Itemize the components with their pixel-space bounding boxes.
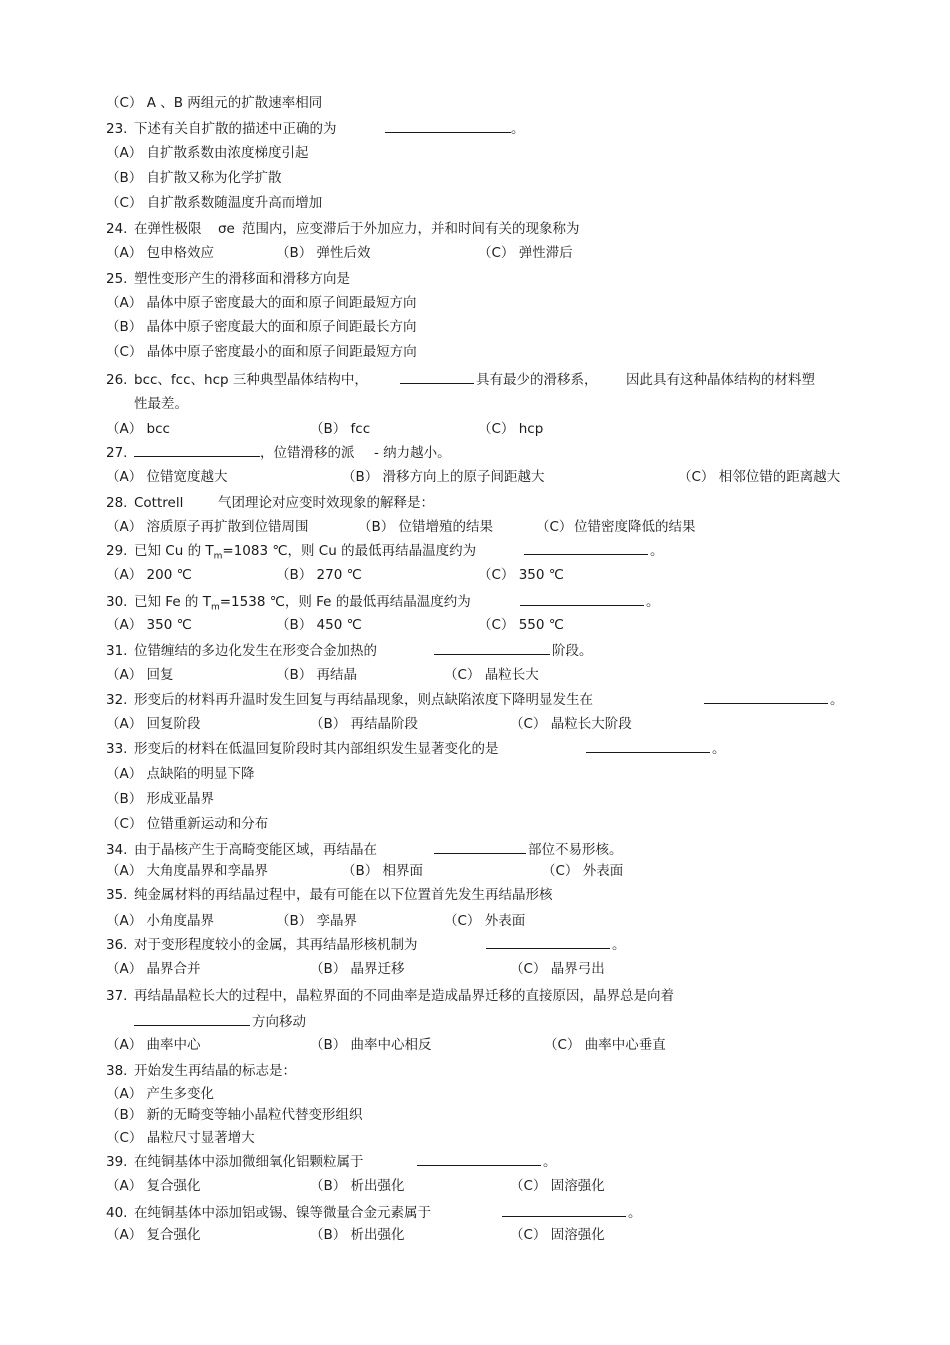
question-line: [0, 442, 950, 464]
question-line: [0, 640, 950, 662]
question-number: 37.: [106, 988, 128, 1004]
subscript-m: m: [213, 551, 223, 562]
question-text: 位错缠结的多边化发生在形变合金加热的: [134, 643, 377, 659]
question-line-cont: [0, 393, 950, 415]
answer-blank[interactable]: [502, 1202, 626, 1224]
option-row: [0, 958, 950, 980]
question-text: 方向移动: [252, 1014, 306, 1030]
question-text: 阶段。: [552, 643, 593, 659]
option-c: （C） 550 ℃: [478, 617, 564, 633]
question-number: 23.: [106, 121, 128, 137]
option-text: （C） 自扩散系数随温度升高而增加: [106, 195, 323, 211]
option-c: （C） 晶界弓出: [510, 961, 605, 977]
question-text: 气团理论对应变时效现象的解释是：: [218, 495, 434, 511]
question-text-end: 。: [650, 543, 664, 559]
question-number: 32.: [106, 692, 128, 708]
option-c: （C） 固溶强化: [510, 1227, 605, 1243]
question-number: 36.: [106, 937, 128, 953]
question-number: 40.: [106, 1205, 128, 1221]
answer-blank[interactable]: [434, 839, 526, 861]
question-line: [0, 839, 950, 861]
option-line: [0, 1127, 950, 1149]
option-a: （A） bcc: [106, 421, 170, 437]
answer-blank[interactable]: [704, 689, 828, 711]
option-a: （A） 200 ℃: [106, 567, 192, 583]
option-c: （C） 相邻位错的距离越大: [678, 469, 841, 485]
option-text: （B） 自扩散又称为化学扩散: [106, 170, 282, 186]
answer-blank[interactable]: [400, 369, 474, 391]
answer-blank[interactable]: [586, 738, 710, 760]
option-a: （A） 包申格效应: [106, 245, 215, 261]
question-number: 38.: [106, 1063, 128, 1079]
question-text: - 纳力越小。: [374, 445, 451, 461]
question-text: 具有最少的滑移系，: [476, 372, 598, 388]
question-text: 纯金属材料的再结晶过程中，最有可能在以下位置首先发生再结晶形核: [134, 887, 553, 903]
option-row: [0, 614, 950, 636]
option-a: （A） 位错宽度越大: [106, 469, 228, 485]
option-c: （C） 晶粒长大: [444, 667, 539, 683]
question-line: [0, 884, 950, 906]
question-number: 33.: [106, 741, 128, 757]
option-c: （C） 外表面: [444, 913, 526, 929]
question-text: 形变后的材料再升温时发生回复与再结晶现象，则点缺陷浓度下降明显发生在: [134, 692, 593, 708]
option-text: （C） 晶体中原子密度最小的面和原子间距最短方向: [106, 344, 417, 360]
subscript-m: m: [210, 602, 220, 613]
question-line: [0, 591, 950, 613]
question-text: Cottrell: [134, 495, 184, 511]
option-b: （B） fcc: [310, 421, 371, 437]
question-text-end: 。: [646, 594, 660, 610]
option-b: （B） 再结晶阶段: [310, 716, 419, 732]
option-line: [0, 1083, 950, 1105]
option-b: （B） 270 ℃: [276, 567, 362, 583]
question-line-cont: [0, 1011, 950, 1033]
option-text: （A） 点缺陷的明显下降: [106, 766, 255, 782]
option-b: （B） 450 ℃: [276, 617, 362, 633]
question-line: [0, 218, 950, 240]
option-b: （B） 晶界迁移: [310, 961, 405, 977]
question-number: 28.: [106, 495, 128, 511]
question-number: 35.: [106, 887, 128, 903]
option-b: （B） 位错增殖的结果: [358, 519, 494, 535]
question-number: 24.: [106, 221, 128, 237]
option-c: （C） 曲率中心垂直: [544, 1037, 666, 1053]
question-number: 39.: [106, 1154, 128, 1170]
option-a: （A） 复合强化: [106, 1227, 201, 1243]
question-line: [0, 118, 950, 140]
option-row: [0, 242, 950, 264]
option-row: [0, 910, 950, 932]
option-line: [0, 341, 950, 363]
option-c: 位错密度降低的结果: [574, 519, 696, 535]
question-line: [0, 540, 950, 562]
question-number: 26.: [106, 372, 128, 388]
option-a: （A） 350 ℃: [106, 617, 192, 633]
question-text: 下述有关自扩散的描述中正确的为: [134, 121, 337, 137]
question-line: [0, 369, 950, 391]
option-c-label: （C）: [536, 519, 573, 535]
question-text: 塑性变形产生的滑移面和滑移方向是: [134, 271, 350, 287]
question-text: 因此具有这种晶体结构的材料塑: [626, 372, 815, 388]
question-text: 性最差。: [134, 396, 188, 412]
option-a: （A） 曲率中心: [106, 1037, 201, 1053]
question-line: [0, 738, 950, 760]
question-text-end: 。: [712, 741, 726, 757]
option-row: [0, 564, 950, 586]
question-number: 34.: [106, 842, 128, 858]
question-line: [0, 1202, 950, 1224]
option-row: [0, 1034, 950, 1056]
question-line: [0, 492, 950, 514]
option-a: （A） 复合强化: [106, 1178, 201, 1194]
option-a: （A） 回复阶段: [106, 716, 201, 732]
option-row: [0, 1224, 950, 1246]
option-a: （A） 回复: [106, 667, 174, 683]
option-b: （B） 弹性后效: [276, 245, 371, 261]
option-b: （B） 相界面: [342, 863, 424, 879]
option-text: （B） 形成亚晶界: [106, 791, 215, 807]
option-line: [0, 1104, 950, 1126]
option-line: [0, 167, 950, 189]
question-line: [0, 1060, 950, 1082]
question-line: [0, 985, 950, 1007]
answer-blank[interactable]: [134, 442, 260, 464]
answer-blank[interactable]: [434, 640, 550, 662]
option-text: （B） 晶体中原子密度最大的面和原子间距最长方向: [106, 319, 417, 335]
question-text: bcc、fcc、hcp 三种典型晶体结构中，: [134, 372, 368, 388]
question-text: 开始发生再结晶的标志是：: [134, 1063, 296, 1079]
option-row: [0, 664, 950, 686]
option-row: [0, 418, 950, 440]
option-text: （A） 晶体中原子密度最大的面和原子间距最短方向: [106, 295, 417, 311]
question-text-end: 。: [511, 121, 525, 137]
question-text: 对于变形程度较小的金属，其再结晶形核机制为: [134, 937, 418, 953]
answer-blank[interactable]: [134, 1011, 250, 1033]
option-b: （B） 再结晶: [276, 667, 358, 683]
option-a: （A） 大角度晶界和孪晶界: [106, 863, 269, 879]
question-line: [0, 689, 950, 711]
question-text: 部位不易形核。: [528, 842, 623, 858]
option-line: [0, 813, 950, 835]
question-text-end: 。: [543, 1154, 557, 1170]
option-text: （A） 自扩散系数由浓度梯度引起: [106, 145, 309, 161]
question-number: 29.: [106, 543, 128, 559]
option-c: （C） 外表面: [542, 863, 624, 879]
question-text: =1083 ℃，则 Cu 的最低再结晶温度约为: [222, 543, 477, 559]
question-number: 30.: [106, 594, 128, 610]
option-b: （B） 滑移方向上的原子间距越大: [342, 469, 545, 485]
question-text-end: 。: [612, 937, 626, 953]
question-number: 25.: [106, 271, 128, 287]
question-line: [0, 934, 950, 956]
option-line: [0, 763, 950, 785]
question-text: ，位错滑移的派: [260, 445, 355, 461]
option-a: （A） 晶界合并: [106, 961, 201, 977]
option-text: （C） 位错重新运动和分布: [106, 816, 269, 832]
question-number: 31.: [106, 643, 128, 659]
option-line: [0, 316, 950, 338]
answer-blank[interactable]: [524, 540, 648, 562]
question-text: 在纯铜基体中添加微细氧化铝颗粒属于: [134, 1154, 364, 1170]
option-b: （B） 曲率中心相反: [310, 1037, 432, 1053]
option-b: （B） 析出强化: [310, 1227, 405, 1243]
option-text: （C） A 、B 两组元的扩散速率相同: [106, 95, 323, 111]
question-text-end: 。: [628, 1205, 642, 1221]
question-number: 27.: [106, 445, 128, 461]
option-line: [0, 192, 950, 214]
option-text: （C） 晶粒尺寸显著增大: [106, 1130, 255, 1146]
question-text: 在弹性极限: [134, 221, 202, 237]
question-text: 在纯铜基体中添加铝或锡、镍等微量合金元素属于: [134, 1205, 431, 1221]
answer-blank[interactable]: [417, 1151, 541, 1173]
option-a: （A） 小角度晶界: [106, 913, 215, 929]
answer-blank[interactable]: [520, 591, 644, 613]
option-c: （C） 350 ℃: [478, 567, 564, 583]
option-text: （A） 产生多变化: [106, 1086, 215, 1102]
option-row: [0, 516, 950, 538]
question-text: 由于晶核产生于高畸变能区域，再结晶在: [134, 842, 377, 858]
answer-blank[interactable]: [385, 118, 511, 140]
option-row: [0, 1175, 950, 1197]
question-text: 已知 Fe 的 T: [134, 594, 211, 610]
question-text: 形变后的材料在低温回复阶段时其内部组织发生显著变化的是: [134, 741, 499, 757]
option-b: （B） 孪晶界: [276, 913, 358, 929]
question-text: 再结晶晶粒长大的过程中，晶粒界面的不同曲率是造成晶界迁移的直接原因，晶界总是向着: [134, 988, 674, 1004]
option-a: （A） 溶质原子再扩散到位错周围: [106, 519, 309, 535]
question-text: 已知 Cu 的 T: [134, 543, 214, 559]
option-line: [0, 292, 950, 314]
option-c: （C） 固溶强化: [510, 1178, 605, 1194]
option-row: [0, 860, 950, 882]
question-text: =1538 ℃，则 Fe 的最低再结晶温度约为: [219, 594, 471, 610]
question-text-end: 。: [830, 692, 844, 708]
answer-blank[interactable]: [486, 934, 610, 956]
question-text: 范围内，应变滞后于外加应力，并和时间有关的现象称为: [242, 221, 580, 237]
option-c: （C） 弹性滞后: [478, 245, 573, 261]
option-line: [0, 788, 950, 810]
question-line: [0, 268, 950, 290]
option-line: [0, 142, 950, 164]
symbol-sigma-e: σe: [218, 221, 235, 237]
option-c: （C） hcp: [478, 421, 544, 437]
question-line: [0, 1151, 950, 1173]
option-c: （C） 晶粒长大阶段: [510, 716, 632, 732]
option-line: [0, 92, 950, 114]
option-b: （B） 析出强化: [310, 1178, 405, 1194]
option-text: （B） 新的无畸变等轴小晶粒代替变形组织: [106, 1107, 363, 1123]
option-row: [0, 713, 950, 735]
option-row: [0, 466, 950, 488]
